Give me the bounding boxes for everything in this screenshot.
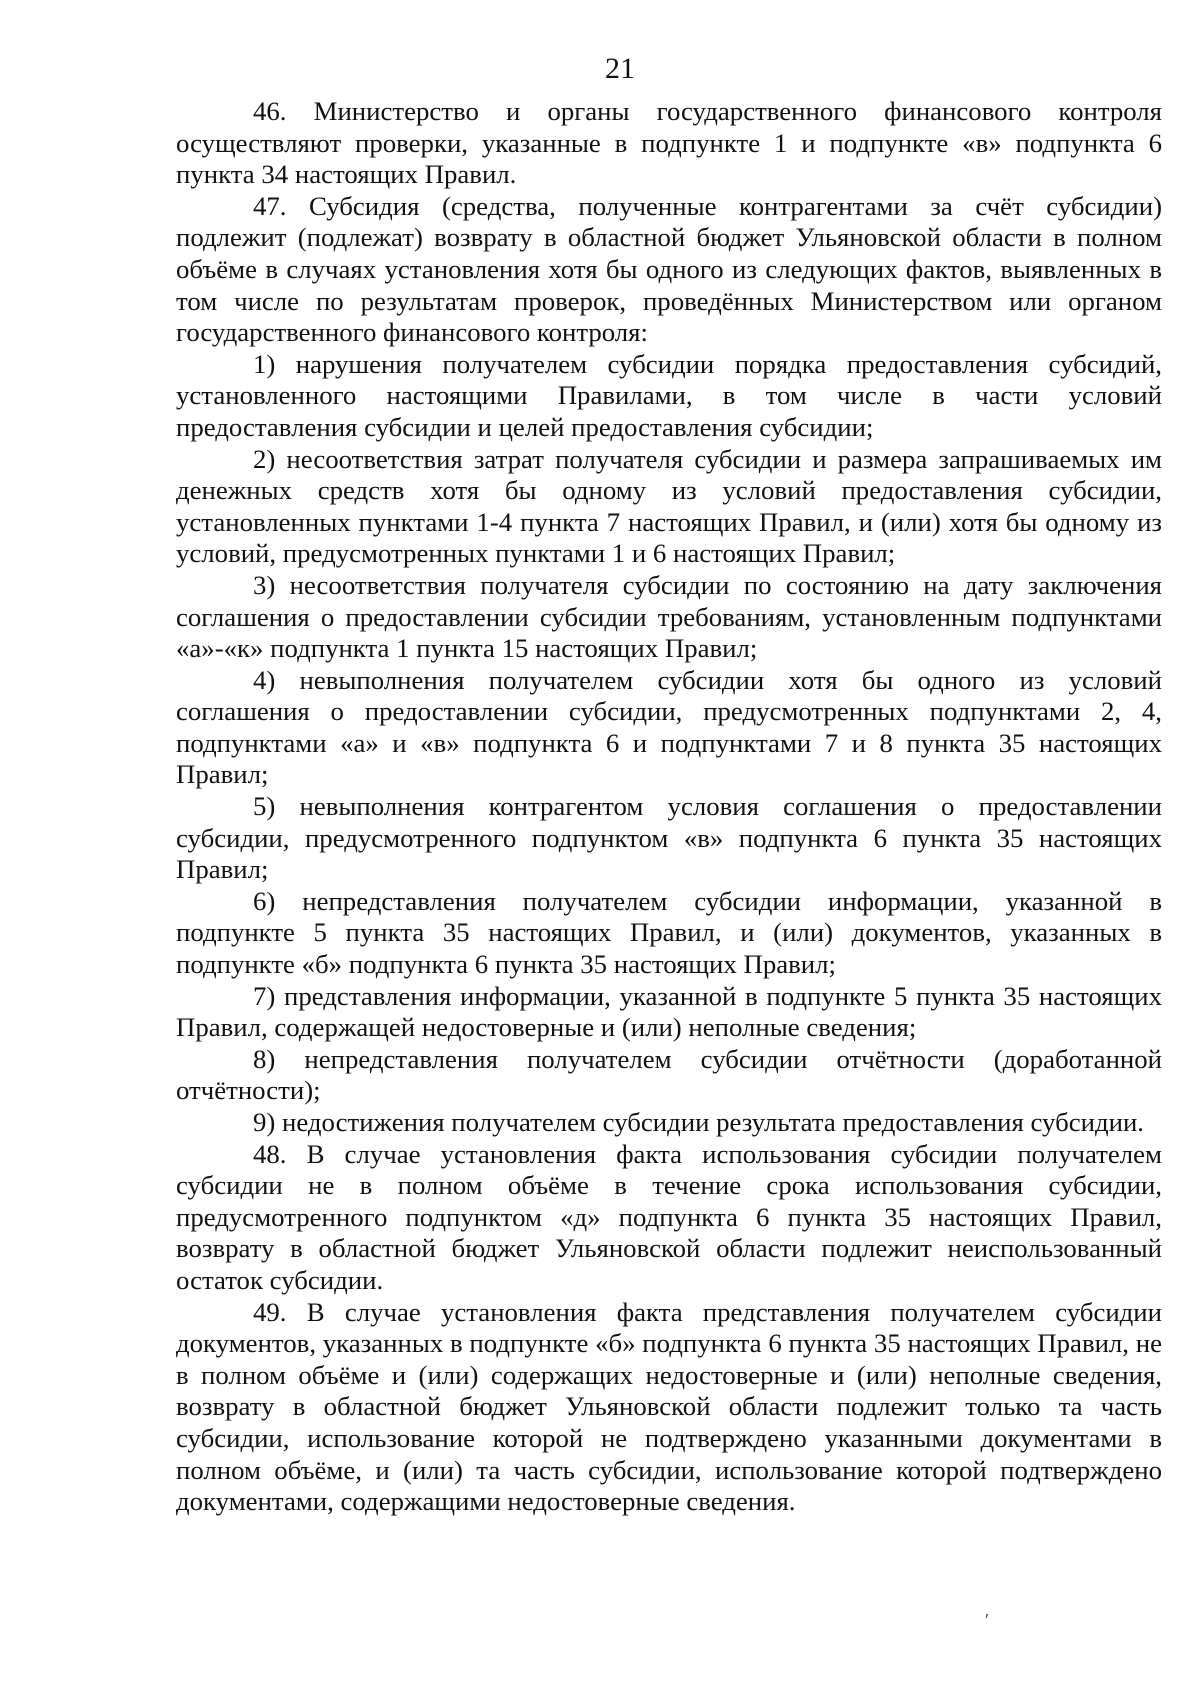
paragraph-48: 48. В случае установления факта использования субсидии получателем субсидии не в полном объёме в течение срока использования субсидии, предусмотренного подпунктом «д» подпункта 6 пункта 35 настоящих Правил, возврату в областной бюджет Ульяновской области подлежит неиспользованный остаток субсидии.: [176, 1138, 1162, 1295]
document-body: [176, 96, 1162, 1518]
list-item-6: 6) непредставления получателем субсидии информации, указанной в подпункте 5 пункта 35 настоящих Правил, и (или) документов, указанных в подпункте «б» подпункта 6 пункта 35 настоящих Правил;: [176, 885, 1162, 980]
list-item-7: 7) представления информации, указанной в подпункте 5 пункта 35 настоящих Правил, содержащей недостоверные и (или) неполные сведения;: [176, 980, 1162, 1043]
list-item-9: 9) недостижения получателем субсидии результата предоставления субсидии.: [253, 1107, 1144, 1137]
scan-speck: ′: [985, 1610, 989, 1630]
paragraph-46: 46. Министерство и органы государственного финансового контроля осуществляют проверки, указанные в подпункте 1 и подпункте «в» подпункта 6 пункта 34 настоящих Правил.: [176, 96, 1162, 190]
page-number: 21: [605, 52, 635, 85]
list-item-8: 8) непредставления получателем субсидии отчётности (доработанной отчётности);: [176, 1043, 1162, 1106]
list-item-2: 2) несоответствия затрат получателя субсидии и размера запрашиваемых им денежных средств хотя бы одному из условий предоставления субсидии, установленных пунктами 1-4 пункта 7 настоящих Правил, и (или) хотя бы одному из условий, предусмотренных пунктами 1 и 6 настоящих Правил;: [176, 443, 1162, 569]
list-item-1: 1) нарушения получателем субсидии порядка предоставления субсидий, установленного настоящими Правилами, в том числе в части условий предоставления субсидии и целей предоставления субсидии;: [176, 348, 1162, 442]
list-item-4: 4) невыполнения получателем субсидии хотя бы одного из условий соглашения о предоставлении субсидии, предусмотренных подпунктами 2, 4, подпунктами «а» и «в» подпункта 6 и подпунктами 7 и 8 пункта 35 настоящих Правил;: [176, 664, 1162, 790]
paragraph-49: 49. В случае установления факта представления получателем субсидии документов, указанных в подпункте «б» подпункта 6 пункта 35 настоящих Правил, не в полном объёме и (или) содержащих недостоверные и (или) неполные сведения, возврату в областной бюджет Ульяновской области подлежит только та часть субсидии, использование которой не подтверждено указанными документами в полном объёме, и (или) та часть субсидии, использование которой подтверждено документами, содержащими недостоверные сведения.: [176, 1296, 1162, 1517]
list-item-3: 3) несоответствия получателя субсидии по состоянию на дату заключения соглашения о предоставлении субсидии требованиям, установленным подпунктами «а»-«к» подпункта 1 пункта 15 настоящих Правил;: [176, 569, 1162, 664]
list-item-5: 5) невыполнения контрагентом условия соглашения о предоставлении субсидии, предусмотренного подпунктом «в» подпункта 6 пункта 35 настоящих Правил;: [176, 791, 1162, 885]
paragraph-47: 47. Субсидия (средства, полученные контрагентами за счёт субсидии) подлежит (подлежат) возврату в областной бюджет Ульяновской области в полном объёме в случаях установления хотя бы одного из следующих фактов, выявленных в том числе по результатам проверок, проведённых Министерством или органом государственного финансового контроля:: [176, 190, 1162, 348]
